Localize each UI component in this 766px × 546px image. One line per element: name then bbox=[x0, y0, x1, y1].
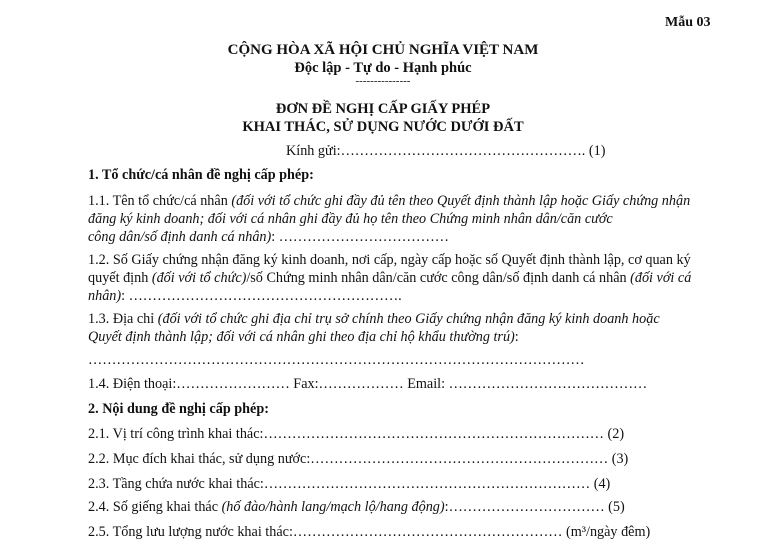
item-1-2-line3 bbox=[88, 288, 728, 306]
item-1-3-colon: : bbox=[514, 329, 519, 345]
item-1-2-note-c: nhân) bbox=[88, 288, 122, 304]
item-1-3-line2 bbox=[88, 329, 728, 347]
national-motto: Độc lập - Tự do - Hạnh phúc bbox=[294, 60, 472, 76]
item-1-2-note-a: (đối với tổ chức) bbox=[151, 270, 247, 286]
section1-heading: 1. Tổ chức/cá nhân đề nghị cấp phép: bbox=[88, 167, 314, 183]
item-1-2-line1: 1.2. Số Giấy chứng nhận đăng ký kinh doanh, nơi cấp, ngày cấp hoặc số Quyết định thành lập, cơ quan ký bbox=[88, 252, 691, 268]
form-code: Mẫu 03 bbox=[665, 15, 711, 30]
item-1-3-dots: …………………………………………………………………………………………… bbox=[88, 352, 585, 368]
item-2-4 bbox=[88, 499, 728, 517]
item-1-3-note: (đối với tổ chức ghi địa chỉ trụ sở chính theo Giấy chứng nhận đăng ký kinh doanh hoặc bbox=[157, 311, 660, 327]
item-1-1-note-end: công dân/số định danh cá nhân) bbox=[88, 229, 272, 245]
item-2-3: 2.3. Tầng chứa nước khai thác:…………………………………………………………… (4) bbox=[88, 476, 611, 492]
item-1-3-label: 1.3. Địa chỉ bbox=[88, 311, 158, 327]
item-1-3-note-end: Quyết định thành lập; đối với cá nhân ghi theo địa chỉ hộ khẩu thường trú) bbox=[88, 329, 515, 345]
item-1-1-line3 bbox=[88, 229, 728, 247]
item-2-5: 2.5. Tổng lưu lượng nước khai thác:………………………………………………… (m³/ngày đêm) bbox=[88, 524, 651, 540]
item-1-1-note: (đối với tổ chức ghi đầy đủ tên theo Quyết định thành lập hoặc Giấy chứng nhận bbox=[231, 193, 691, 209]
item-2-2: 2.2. Mục đích khai thác, sử dụng nước:……………………………………………………… (3) bbox=[88, 451, 629, 467]
header-separator: --------------- bbox=[355, 75, 411, 87]
item-2-4-note: (hố đào/hành lang/mạch lộ/hang động) bbox=[221, 499, 445, 515]
item-1-1-line1 bbox=[88, 193, 728, 211]
item-1-2-line2 bbox=[88, 270, 728, 288]
item-1-2-note-b: (đối với cá bbox=[630, 270, 692, 286]
item-1-1-label: 1.1. Tên tổ chức/cá nhân bbox=[88, 193, 232, 209]
form-title-line1: ĐƠN ĐỀ NGHỊ CẤP GIẤY PHÉP bbox=[275, 101, 491, 117]
item-2-4-fill: :…………………………… (5) bbox=[444, 499, 625, 515]
recipient-line: Kính gửi:……………………………………………. (1) bbox=[286, 143, 606, 159]
item-2-4-label: 2.4. Số giếng khai thác bbox=[88, 499, 222, 515]
item-1-2-text-b: /số Chứng minh nhân dân/căn cước công dân/số định danh cá nhân bbox=[246, 270, 631, 286]
section2-heading: 2. Nội dung đề nghị cấp phép: bbox=[88, 401, 269, 417]
country-name: CỘNG HÒA XÃ HỘI CHỦ NGHĨA VIỆT NAM bbox=[227, 42, 539, 58]
form-title-line2: KHAI THÁC, SỬ DỤNG NƯỚC DƯỚI ĐẤT bbox=[242, 119, 524, 135]
item-1-1-fill: : ……………………………… bbox=[271, 229, 449, 245]
item-1-4-contact: 1.4. Điện thoại:…………………… Fax:……………… Email: …………………………………… bbox=[88, 376, 648, 392]
item-1-2-fill: : …………………………………………………. bbox=[121, 288, 402, 304]
item-1-3-line1 bbox=[88, 311, 728, 329]
item-2-1: 2.1. Vị trí công trình khai thác:……………………………………………………………… (2) bbox=[88, 426, 625, 442]
item-1-2-text-a: quyết định bbox=[88, 270, 152, 286]
item-1-1-line2: đăng ký kinh doanh; đối với cá nhân ghi đầy đủ họ tên theo Chứng minh nhân dân/căn cước bbox=[88, 211, 613, 227]
